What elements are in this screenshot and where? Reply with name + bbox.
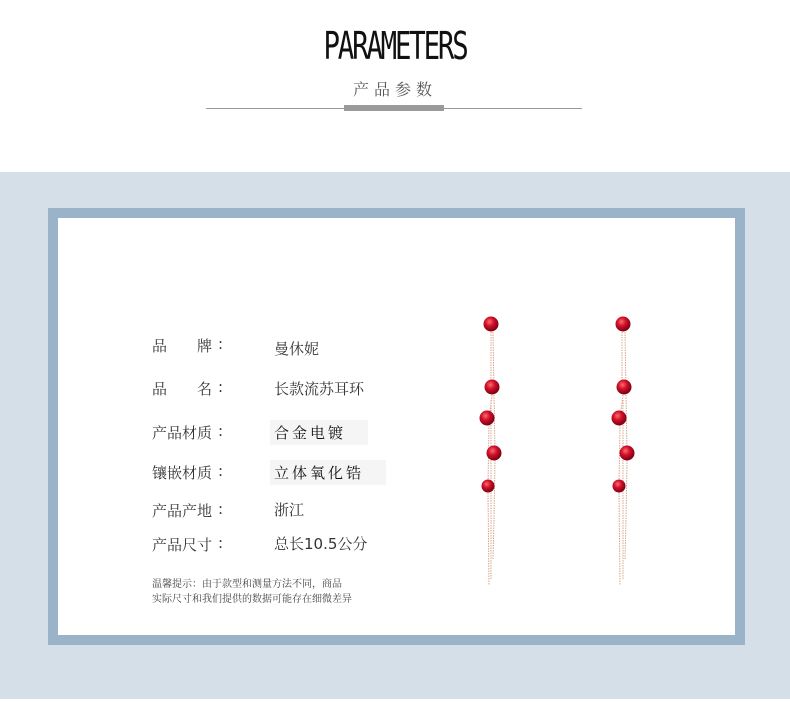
param-label-material: 产品材质: [152, 424, 213, 442]
right-earring: [612, 317, 635, 586]
param-value-size: 总长10.5公分: [274, 535, 368, 553]
note-line-1: 温馨提示：由于款型和测量方法不同，商品: [152, 579, 342, 590]
param-label-size: 产品尺寸: [152, 536, 213, 554]
param-value-inlay: 立体氧化锆: [270, 460, 386, 485]
page-title-en: PARAMETERS: [323, 24, 467, 68]
param-value-name: 长款流苏耳环: [274, 380, 365, 398]
param-colon: :: [218, 500, 224, 518]
param-value-origin: 浙江: [274, 501, 305, 519]
param-label-brand: 品 牌: [152, 337, 213, 355]
param-colon: :: [218, 462, 224, 480]
param-value-material: 合金电镀: [270, 420, 368, 445]
param-colon: :: [218, 378, 224, 396]
left-earring: [480, 317, 502, 586]
note-line-2: 实际尺寸和我们提供的数据可能存在细微差异: [152, 594, 352, 605]
param-value-brand: 曼休妮: [274, 340, 320, 358]
param-label-name: 品 名: [152, 380, 213, 398]
param-colon: :: [218, 335, 224, 353]
param-colon: :: [218, 534, 224, 552]
param-colon: :: [218, 422, 224, 440]
param-label-origin: 产品产地: [152, 502, 213, 520]
page-title-cn: 产品参数: [352, 80, 437, 99]
param-label-inlay: 镶嵌材质: [152, 464, 213, 482]
bottom-strip: [0, 699, 790, 719]
